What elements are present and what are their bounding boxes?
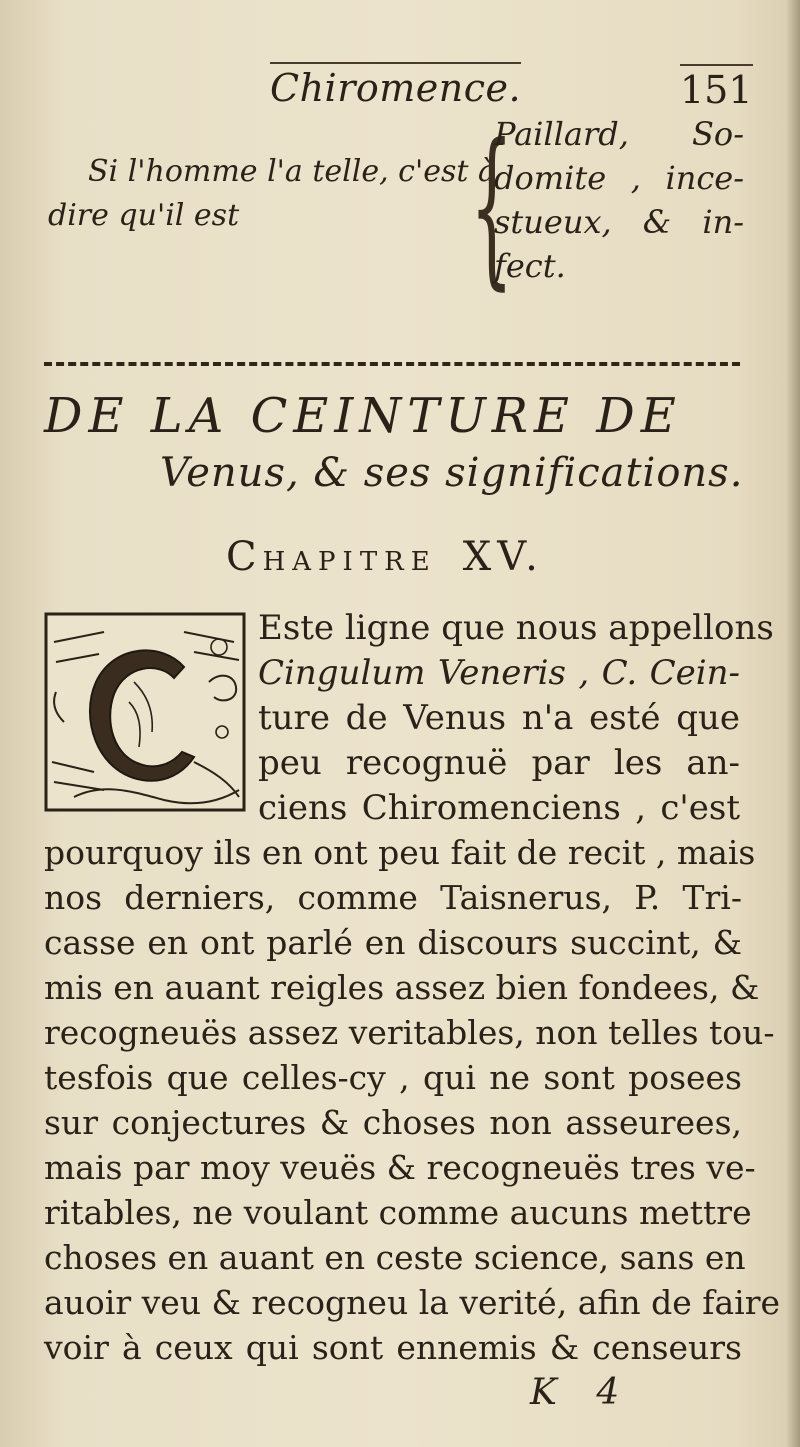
text-line: peu recognuë par les an- [258,743,740,783]
condition-left-text [48,150,496,238]
condition-right-line: stueux, & in- [494,203,744,241]
text-line: Cingulum Veneris , C. Cein- [258,653,740,693]
body-text [44,830,781,1370]
condition-left-line: dire qu'il est [48,198,240,233]
text-line: auoir veu & recogneu la verité, afin de faire [44,1283,781,1322]
condition-right-line: Paillard, So- [494,115,744,153]
text-line: ture de Venus n'a esté que [258,698,740,738]
text-line: choses en auant en ceste science, sans en [44,1238,746,1277]
text-line: pourquoy ils en ont peu fait de recit , mais [44,833,756,872]
chapter-opening-text [258,606,774,831]
text-line: casse en ont parlé en discours succint, & [44,923,742,962]
text-line: mais par moy veuës & recogneuës tres ve- [44,1148,756,1187]
running-head: Chiromence. [270,62,521,110]
chapter-heading [226,534,544,580]
chapter-word-initial: C [226,534,263,580]
text-line: voir à ceux qui sont ennemis & censeurs [44,1328,742,1367]
curly-brace-icon: { [470,108,514,306]
condition-right-line: domite , ince- [494,159,744,197]
section-title: DE LA CEINTURE DE [44,388,682,444]
text-line: sur conjectures & choses non asseurees, [44,1103,742,1142]
condition-left-line: Si l'homme l'a telle, c'est à [88,154,496,189]
page-gutter-shadow [786,0,800,1447]
chapter-word-rest: HAPITRE [262,547,437,577]
signature-mark: K 4 [530,1372,634,1413]
text-line: nos derniers, comme Taisnerus, P. Tri- [44,878,742,917]
text-line: mis en auant reigles assez bien fondees, & [44,968,760,1007]
section-divider-rule [44,362,740,366]
page-number: 151 [680,64,753,112]
text-line: ritables, ne voulant comme aucuns mettre [44,1193,752,1232]
text-line: tesfois que celles-cy , qui ne sont posees [44,1058,742,1097]
condition-right-text [494,112,744,288]
text-line: ciens Chiromenciens , c'est [258,788,740,828]
text-line: Este ligne que nous appellons [258,608,774,648]
condition-right-line: fect. [494,247,566,285]
decorated-initial-icon [44,612,246,812]
section-subtitle: Venus, & ses significations. [160,450,744,496]
chapter-number: XV. [462,534,544,580]
text-line: recogneuës assez veritables, non telles tou- [44,1013,775,1052]
